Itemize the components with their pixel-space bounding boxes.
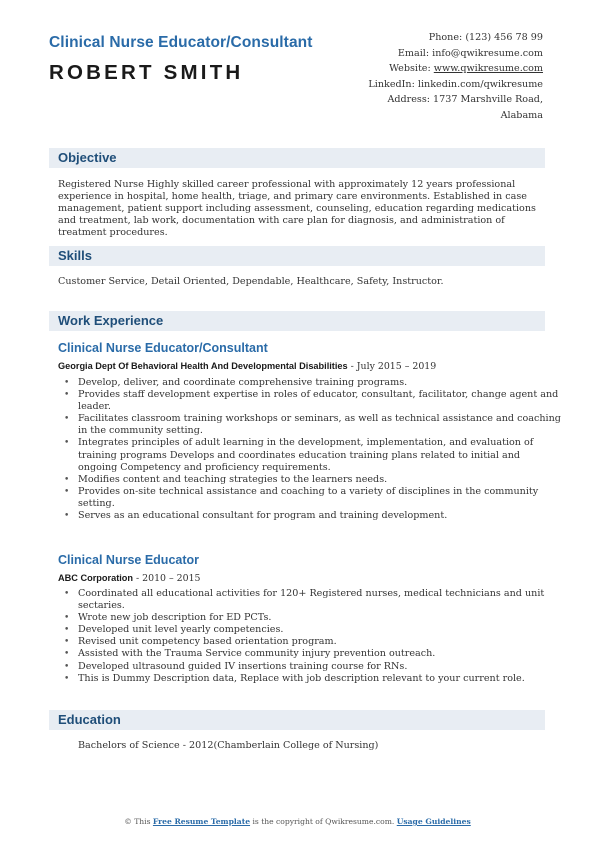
job-2-bullet: • Developed ultrasound guided IV insertions training course for RNs. — [78, 661, 562, 673]
job-1-bullet: • Integrates principles of adult learning in the development, implementation, and evaluation of training programs Develops and coordinates education training plans related to initial and ongoing Competency and proficiency requirements. — [78, 437, 562, 473]
contact-block — [313, 30, 543, 124]
education-text: Bachelors of Science - 2012(Chamberlain College of Nursing) — [78, 740, 379, 751]
job-1-title: Clinical Nurse Educator/Consultant — [58, 341, 268, 355]
objective-heading: Objective — [49, 148, 545, 168]
contact-address-line1: Address: 1737 Marshville Road, — [387, 94, 543, 106]
job-2-company: ABC Corporation — [58, 573, 134, 583]
job-2-bullets — [62, 588, 562, 685]
job-1-bullet: • Facilitates classroom training workshops or seminars, as well as technical assistance and coaching in the community setting. — [78, 413, 562, 437]
skills-text: Customer Service, Detail Oriented, Dependable, Healthcare, Safety, Instructor. — [58, 276, 444, 287]
job-1-bullet: • Provides staff development expertise in roles of educator, consultant, facilitator, change agent and leader. — [78, 389, 562, 413]
footer-middle: is the copyright of Qwikresume.com. — [250, 817, 397, 826]
contact-linkedin: LinkedIn: linkedin.com/qwikresume — [368, 78, 543, 90]
contact-website-label: Website: — [389, 63, 434, 75]
objective-text: Registered Nurse Highly skilled career professional with approximately 12 years professional experience in hospital, home health, triage, and primary care environments. Established in case management, patient support including assessment, counseling, education regarding medications and treatment, lab work, documentation with care plan for diagnosis, and administration of treatment procedures. — [58, 179, 536, 238]
job-1-bullets — [62, 377, 562, 522]
contact-phone: Phone: (123) 456 78 99 — [428, 32, 543, 43]
footer-copyright — [0, 817, 595, 826]
usage-guidelines-link[interactable]: Usage Guidelines — [396, 817, 471, 826]
free-resume-template-link[interactable]: Free Resume Template — [152, 817, 251, 826]
job-1-bullet: • Provides on-site technical assistance and coaching to a variety of disciplines in the community setting. — [78, 486, 562, 510]
work-experience-heading: Work Experience — [49, 311, 545, 331]
job-2-bullet: • Coordinated all educational activities for 120+ Registered nurses, medical technicians and unit sectaries. — [78, 588, 562, 612]
job-1-bullet: • Develop, deliver, and coordinate comprehensive training programs. — [78, 377, 562, 389]
skills-heading: Skills — [49, 246, 545, 266]
candidate-name: ROBERT SMITH — [49, 61, 244, 84]
job-2-bullet: • Assisted with the Trauma Service community injury prevention outreach. — [78, 648, 562, 660]
job-2-bullet: • Wrote new job description for ED PCTs. — [78, 612, 562, 624]
job-1-employer-line — [58, 361, 436, 372]
job-2-bullet: • Developed unit level yearly competencies. — [78, 624, 562, 636]
website-link[interactable]: www.qwikresume.com — [433, 63, 543, 75]
contact-website — [313, 61, 543, 77]
job-1-dates: - July 2015 – 2019 — [347, 361, 437, 372]
contact-address-line2: Alabama — [500, 109, 543, 121]
job-1-bullet: • Modifies content and teaching strategies to the learners needs. — [78, 474, 562, 486]
header-job-title: Clinical Nurse Educator/Consultant — [49, 34, 313, 51]
job-2-title: Clinical Nurse Educator — [58, 553, 200, 567]
job-2-employer-line — [58, 573, 201, 584]
education-heading: Education — [49, 710, 545, 730]
contact-email: Email: info@qwikresume.com — [397, 47, 543, 59]
job-1-bullet: • Serves as an educational consultant for program and training development. — [78, 510, 562, 522]
job-2-bullet: • This is Dummy Description data, Replace with job description relevant to your current role. — [78, 673, 562, 685]
job-2-bullet: • Revised unit competency based orientation program. — [78, 636, 562, 648]
footer-prefix: © This — [124, 817, 153, 826]
job-1-company: Georgia Dept Of Behavioral Health And Developmental Disabilities — [58, 361, 348, 371]
job-2-dates: - 2010 – 2015 — [133, 573, 201, 584]
